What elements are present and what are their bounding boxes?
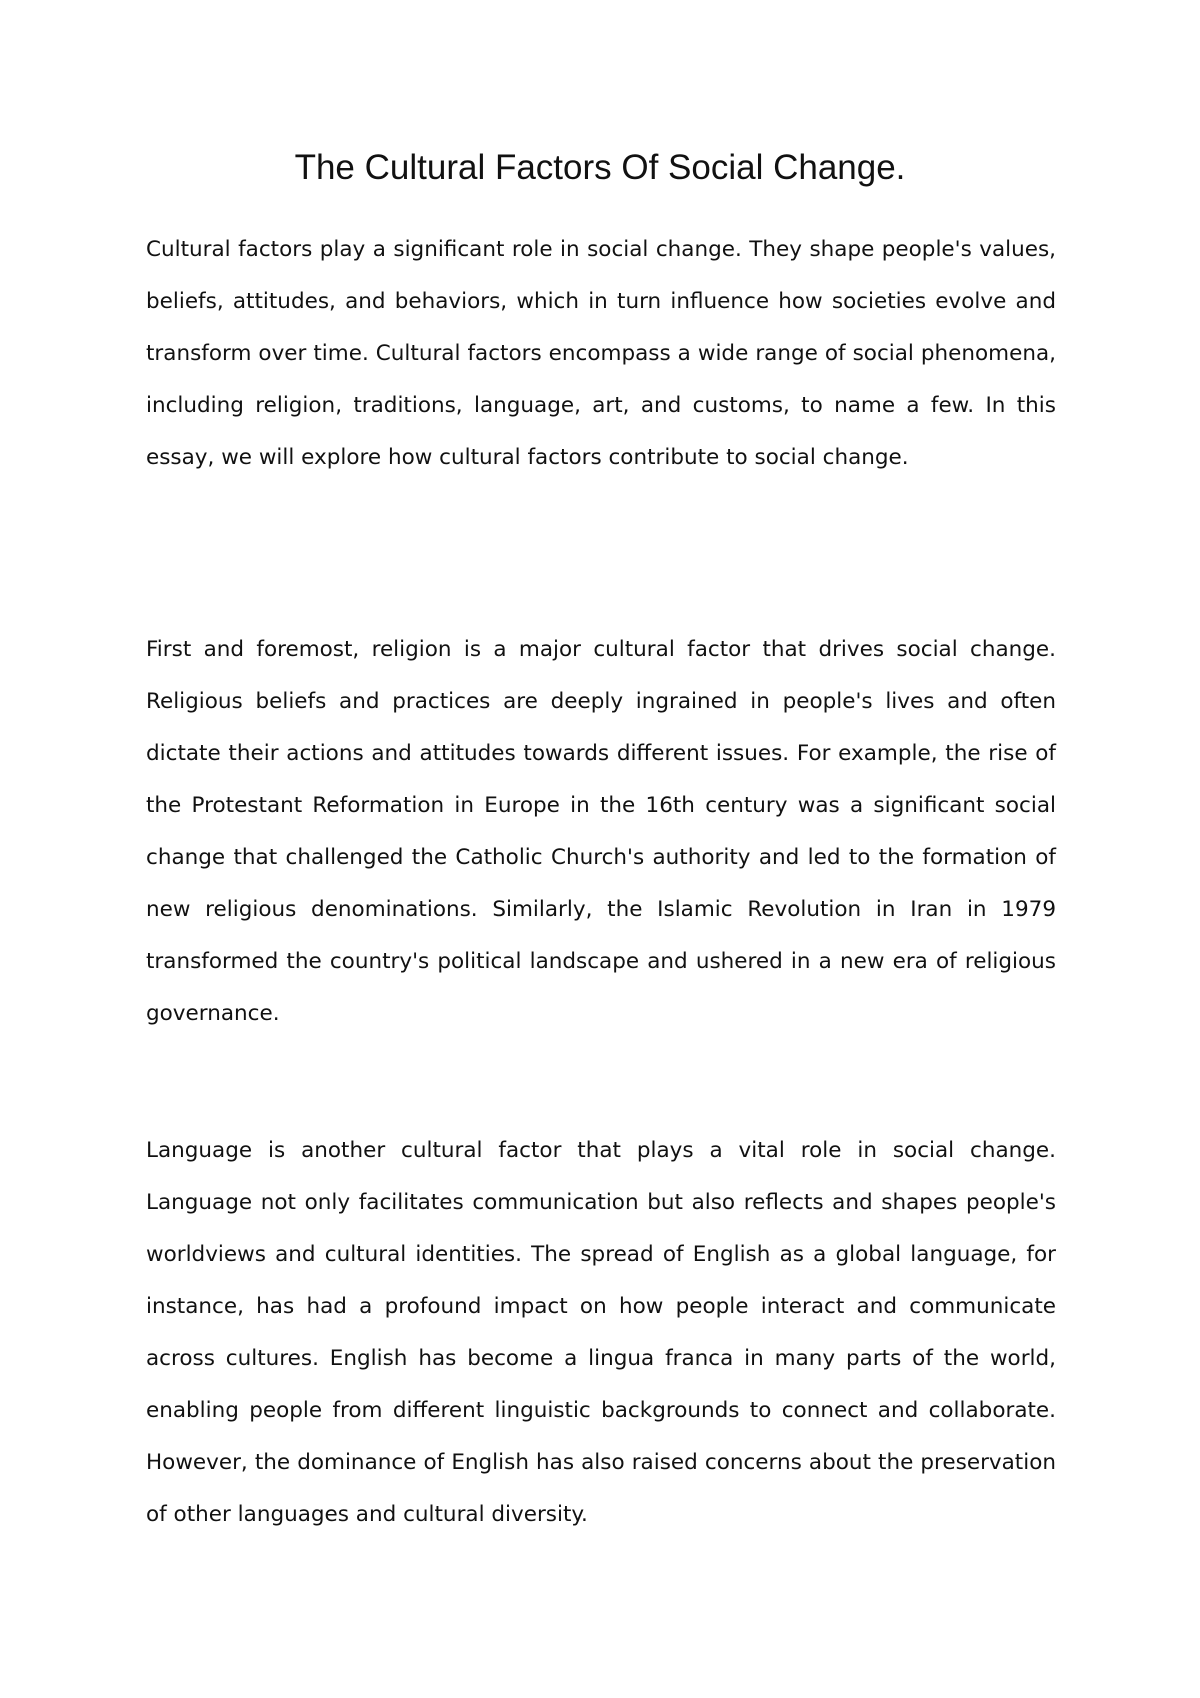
document-title: The Cultural Factors Of Social Change.: [294, 148, 906, 187]
paragraph-religion: First and foremost, religion is a major cultural factor that drives social change. Religious beliefs and practices are deeply ingrained in people's lives and often dictate their actions and attitudes towards different issues. For example, the rise of the Protestant Reformation in Europe in the 16th century was a significant social change that challenged the Catholic Church's authority and led to the formation of new religious denominations. Similarly, the Islamic Revolution in Iran in 1979 transformed the country's political landscape and ushered in a new era of religious governance.: [146, 637, 1056, 1026]
paragraph-intro: Cultural factors play a significant role in social change. They shape people's values, beliefs, attitudes, and behaviors, which in turn influence how societies evolve and transform over time. Cultural factors encompass a wide range of social phenomena, including religion, traditions, language, art, and customs, to name a few. In this essay, we will explore how cultural factors contribute to social change.: [146, 237, 1056, 470]
paragraph-language: Language is another cultural factor that plays a vital role in social change. Language not only facilitates communication but also reflects and shapes people's worldviews and cultural identities. The spread of English as a global language, for instance, has had a profound impact on how people interact and communicate across cultures. English has become a lingua franca in many parts of the world, enabling people from different linguistic backgrounds to connect and collaborate. However, the dominance of English has also raised concerns about the preservation of other languages and cultural diversity.: [146, 1138, 1056, 1527]
